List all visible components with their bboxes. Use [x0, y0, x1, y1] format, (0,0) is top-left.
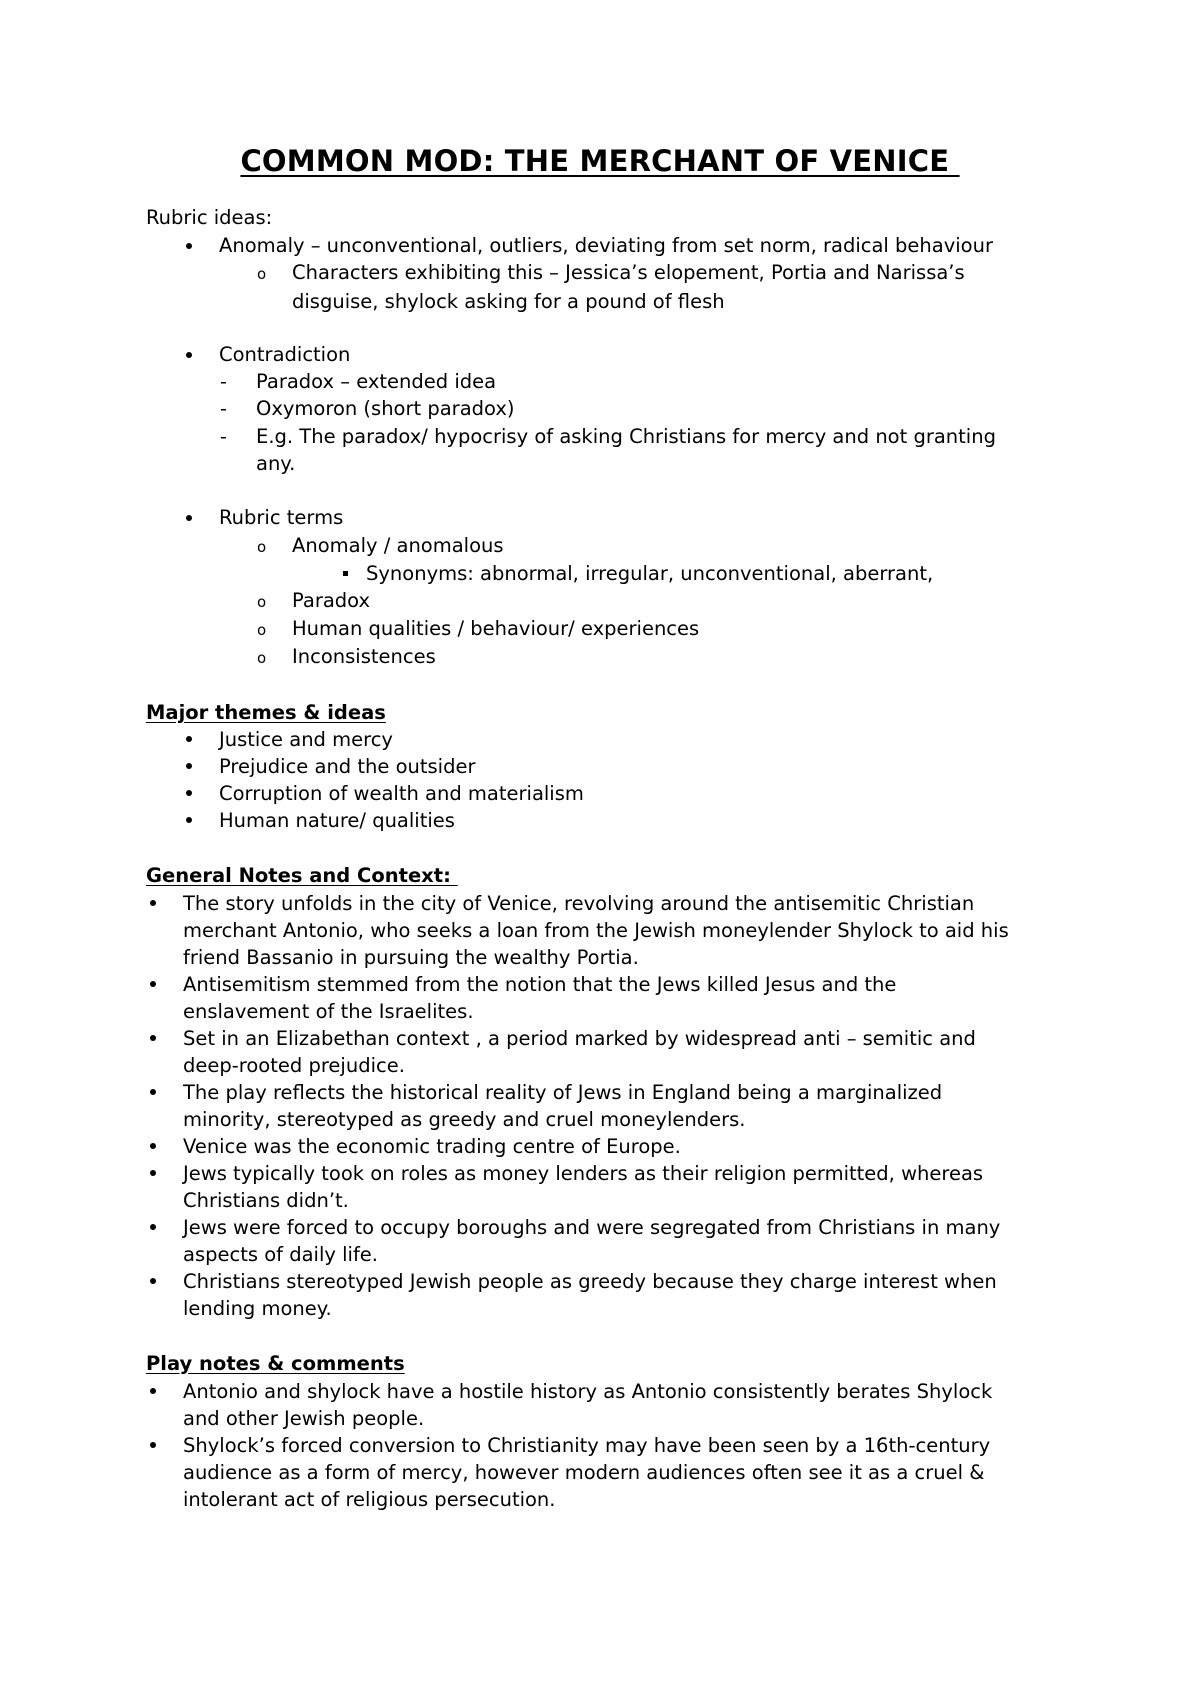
- page-title: COMMON MOD: THE MERCHANT OF VENICE: [240, 144, 960, 178]
- list-item: Rubric terms: [219, 506, 344, 529]
- bullet-icon: [150, 900, 156, 906]
- list-item: aspects of daily life.: [183, 1243, 378, 1266]
- list-item: Christians didn’t.: [183, 1189, 349, 1212]
- list-item: lending money.: [183, 1297, 332, 1320]
- list-item: Corruption of wealth and materialism: [219, 782, 584, 805]
- list-item: deep-rooted prejudice.: [183, 1054, 405, 1077]
- list-item: Synonyms: abnormal, irregular, unconventional, aberrant,: [366, 562, 934, 585]
- list-item: E.g. The paradox/ hypocrisy of asking Christians for mercy and not granting: [256, 425, 996, 448]
- bullet-icon: [186, 515, 192, 521]
- list-item: Antisemitism stemmed from the notion that the Jews killed Jesus and the: [183, 973, 897, 996]
- list-item: intolerant act of religious persecution.: [183, 1488, 556, 1511]
- bullet-icon: [150, 1278, 156, 1284]
- bullet-icon: [150, 1388, 156, 1394]
- list-item: merchant Antonio, who seeks a loan from the Jewish moneylender Shylock to aid his: [183, 919, 1009, 942]
- list-item: Set in an Elizabethan context , a period marked by widespread anti – semitic and: [183, 1027, 976, 1050]
- bullet-icon: [186, 243, 192, 249]
- bullet-icon: [186, 736, 192, 742]
- list-item: Jews typically took on roles as money lenders as their religion permitted, whereas: [183, 1162, 984, 1185]
- list-item: Human nature/ qualities: [219, 809, 455, 832]
- list-item: audience as a form of mercy, however modern audiences often see it as a cruel &: [183, 1461, 985, 1484]
- list-item: Anomaly / anomalous: [292, 534, 504, 557]
- list-item: Paradox – extended idea: [256, 370, 497, 393]
- context-heading: General Notes and Context:: [146, 864, 458, 887]
- list-item: Oxymoron (short paradox): [256, 397, 515, 420]
- bullet-icon: [186, 790, 192, 796]
- list-item: minority, stereotyped as greedy and cruel moneylenders.: [183, 1108, 746, 1131]
- dash-bullet-icon: -: [220, 371, 227, 393]
- list-item: Shylock’s forced conversion to Christianity may have been seen by a 16th-century: [183, 1434, 991, 1457]
- rubric-label: Rubric ideas:: [146, 206, 273, 229]
- bullet-icon: [186, 352, 192, 358]
- list-item: Human qualities / behaviour/ experiences: [292, 617, 700, 640]
- dash-bullet-icon: -: [220, 398, 227, 420]
- bullet-icon: [150, 1089, 156, 1095]
- list-item: enslavement of the Israelites.: [183, 1000, 474, 1023]
- bullet-icon: [150, 1170, 156, 1176]
- bullet-icon: [150, 1224, 156, 1230]
- list-item: Venice was the economic trading centre of Europe.: [183, 1135, 681, 1158]
- play-notes-heading: Play notes & comments: [146, 1352, 405, 1375]
- list-item: any.: [256, 452, 296, 475]
- list-item: Anomaly – unconventional, outliers, deviating from set norm, radical behaviour: [219, 234, 993, 257]
- list-item: friend Bassanio in pursuing the wealthy Portia.: [183, 946, 639, 969]
- list-item: Jews were forced to occupy boroughs and were segregated from Christians in many: [183, 1216, 1001, 1239]
- dash-bullet-icon: -: [220, 426, 227, 448]
- bullet-icon: [150, 981, 156, 987]
- list-item: Paradox: [292, 589, 371, 612]
- list-item: Prejudice and the outsider: [219, 755, 476, 778]
- list-item: Inconsistences: [292, 645, 436, 668]
- bullet-icon: [186, 763, 192, 769]
- list-item: Characters exhibiting this – Jessica’s elopement, Portia and Narissa’s: [292, 261, 965, 284]
- list-item: Justice and mercy: [219, 728, 393, 751]
- circle-bullet-icon: o: [257, 621, 267, 639]
- list-item: Christians stereotyped Jewish people as greedy because they charge interest when: [183, 1270, 997, 1293]
- circle-bullet-icon: o: [257, 649, 267, 667]
- list-item: The story unfolds in the city of Venice, revolving around the antisemitic Christian: [183, 892, 975, 915]
- bullet-icon: [150, 1143, 156, 1149]
- list-item: Antonio and shylock have a hostile history as Antonio consistently berates Shylock: [183, 1380, 993, 1403]
- circle-bullet-icon: o: [257, 265, 267, 283]
- circle-bullet-icon: o: [257, 538, 267, 556]
- bullet-icon: [150, 1035, 156, 1041]
- circle-bullet-icon: o: [257, 593, 267, 611]
- bullet-icon: [186, 817, 192, 823]
- bullet-icon: [150, 1442, 156, 1448]
- square-bullet-icon: [343, 571, 348, 576]
- list-item: The play reflects the historical reality of Jews in England being a marginalized: [183, 1081, 943, 1104]
- list-item: and other Jewish people.: [183, 1407, 425, 1430]
- list-item: Contradiction: [219, 343, 351, 366]
- themes-heading: Major themes & ideas: [146, 701, 386, 724]
- list-item: disguise, shylock asking for a pound of flesh: [292, 290, 725, 313]
